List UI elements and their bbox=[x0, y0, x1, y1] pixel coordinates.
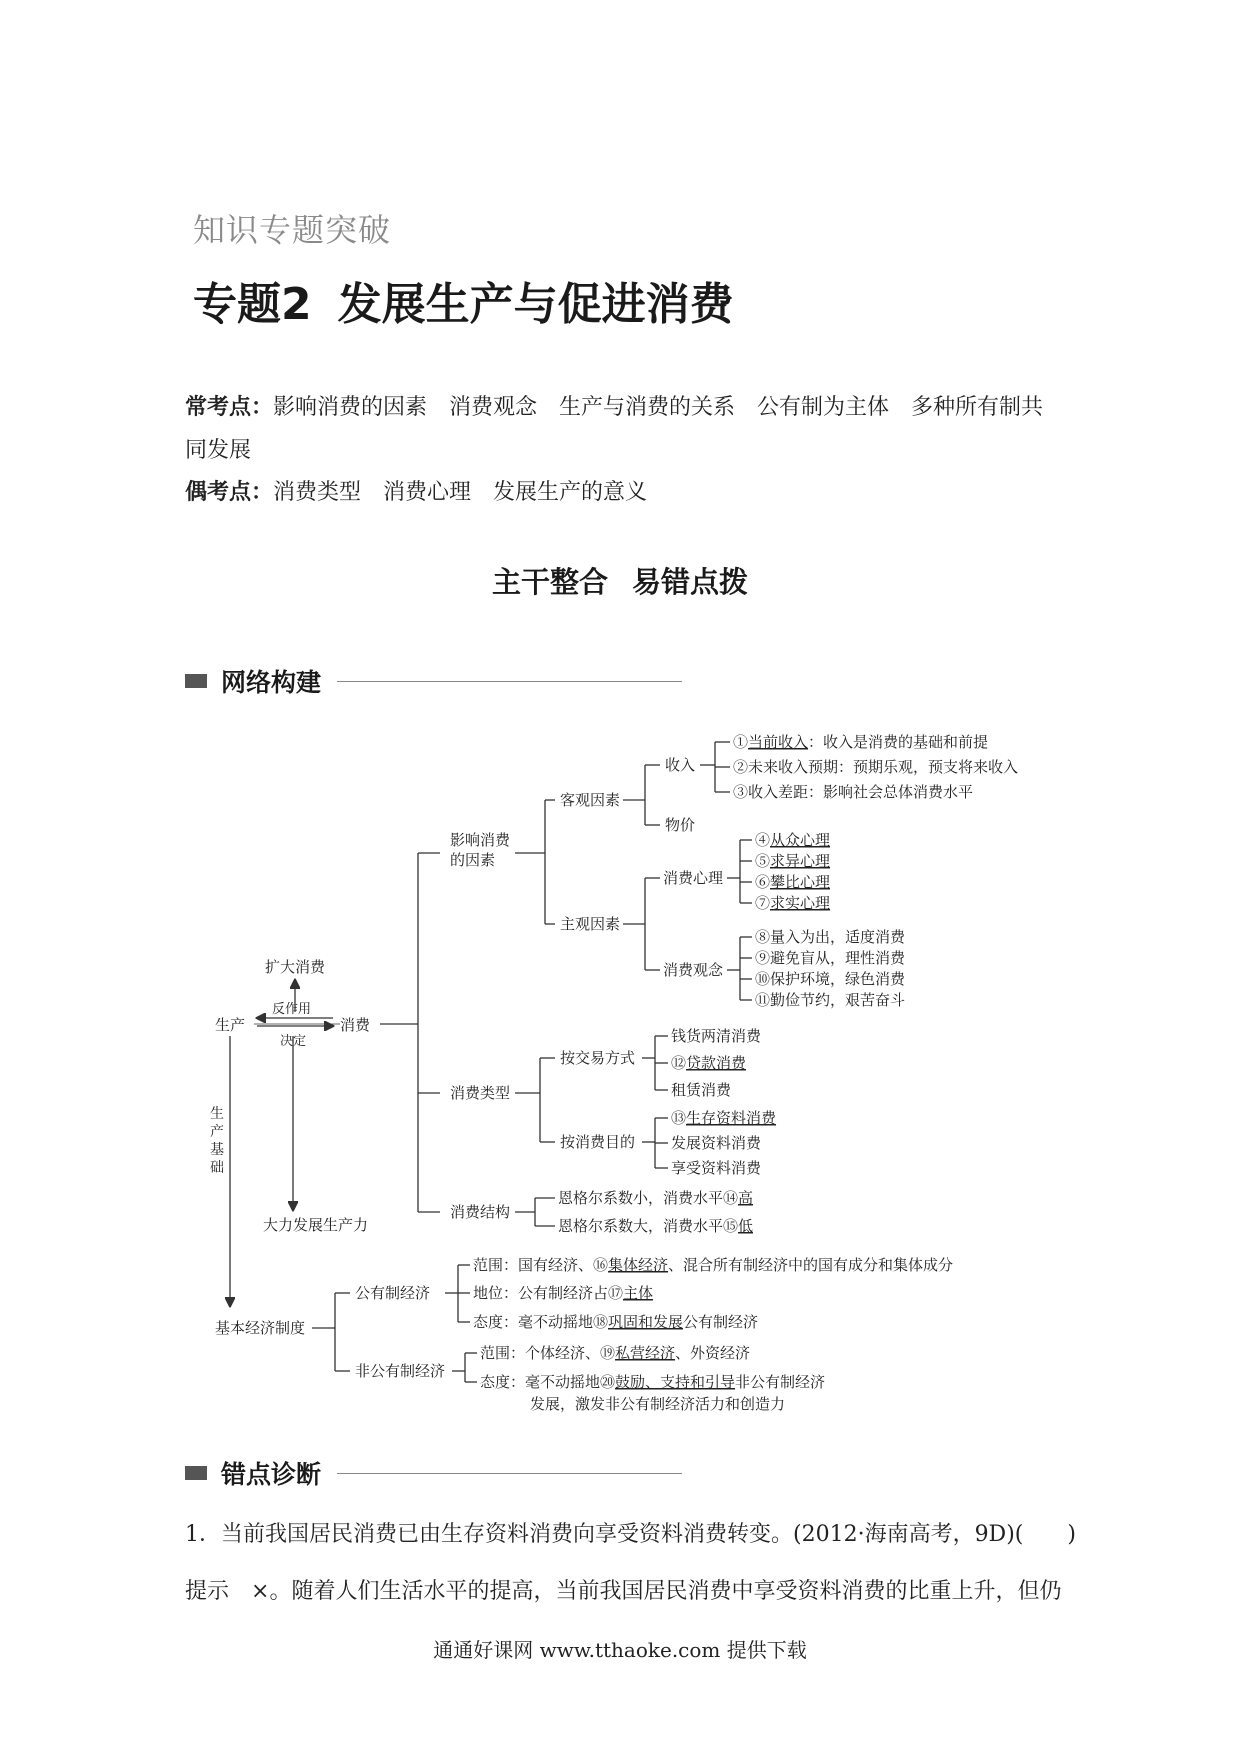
mm-purpose-3: 享受资料消费 bbox=[671, 1159, 762, 1177]
mm-basis-1: 生 bbox=[210, 1106, 224, 1122]
mm-subjective: 主观因素 bbox=[560, 915, 621, 933]
mm-objective: 客观因素 bbox=[560, 791, 621, 809]
mm-concept-10: ⑩保护环境，绿色消费 bbox=[755, 970, 906, 988]
mm-public-scope: 范围：国有经济、⑯集体经济、混合所有制经济中的国有成分和集体成分 bbox=[473, 1256, 954, 1274]
mm-income-2: ②未来收入预期：预期乐观，预支将来收入 bbox=[733, 758, 1019, 776]
mm-basis-4: 础 bbox=[210, 1160, 224, 1176]
mm-by-purpose: 按消费目的 bbox=[560, 1133, 636, 1151]
section-square-icon bbox=[185, 1466, 207, 1480]
mm-psy-4: ④从众心理 bbox=[755, 831, 831, 849]
mm-reaction: 反作用 bbox=[272, 1002, 312, 1017]
mm-trade-3: 租赁消费 bbox=[671, 1081, 732, 1099]
mm-basis-2: 产 bbox=[210, 1124, 224, 1140]
mm-psy-5: ⑤求异心理 bbox=[755, 852, 831, 870]
mm-public-status: 地位：公有制经济占⑰主体 bbox=[473, 1284, 654, 1302]
mm-expand-consumption: 扩大消费 bbox=[265, 958, 326, 976]
mm-income: 收入 bbox=[665, 756, 696, 774]
hint-text: ×。随着人们生活水平的提高，当前我国居民消费中享受资料消费的比重上升，但仍 bbox=[251, 1579, 1062, 1604]
mm-purpose-2: 发展资料消费 bbox=[671, 1134, 762, 1152]
mm-concept-11: ⑪勤俭节约，艰苦奋斗 bbox=[755, 991, 906, 1009]
frequent-text: 影响消费的因素 消费观念 生产与消费的关系 公有制为主体 多种所有制共同发展 bbox=[185, 395, 1044, 463]
mm-psychology: 消费心理 bbox=[663, 869, 724, 887]
subheading-part2: 易错点拨 bbox=[632, 565, 749, 599]
mm-influence-1: 影响消费 bbox=[450, 831, 511, 849]
occasional-text: 消费类型 消费心理 发展生产的意义 bbox=[273, 480, 648, 505]
series-title: 知识专题突破 bbox=[193, 211, 392, 249]
hint bbox=[185, 1574, 1061, 1605]
mm-income-3: ③收入差距：影响社会总体消费水平 bbox=[733, 783, 974, 801]
mm-public: 公有制经济 bbox=[355, 1284, 431, 1302]
mm-nonpublic: 非公有制经济 bbox=[355, 1362, 446, 1380]
mm-concept: 消费观念 bbox=[663, 961, 724, 979]
title-main: 发展生产与促进消费 bbox=[337, 279, 734, 330]
mm-concept-9: ⑨避免盲从，理性消费 bbox=[755, 949, 906, 967]
mm-trade-2: ⑫贷款消费 bbox=[671, 1054, 747, 1072]
section-errors-label: 错点诊断 bbox=[221, 1460, 322, 1489]
hint-label: 提示 bbox=[185, 1579, 230, 1604]
footer: 通通好课网 www.tthaoke.com 提供下载 bbox=[433, 1638, 807, 1662]
subheading-part1: 主干整合 bbox=[491, 565, 608, 599]
section-network-label: 网络构建 bbox=[221, 668, 322, 697]
question-1: 1．当前我国居民消费已由生存资料消费向享受资料消费转变。(2012·海南高考，9D)( ) bbox=[185, 1522, 1076, 1547]
mm-engel-large: 恩格尔系数大，消费水平⑮低 bbox=[558, 1217, 754, 1235]
mm-influence-2: 的因素 bbox=[450, 851, 496, 869]
mm-concept-8: ⑧量入为出，适度消费 bbox=[755, 928, 906, 946]
mm-nonpublic-scope: 范围：个体经济、⑲私营经济、外资经济 bbox=[480, 1344, 751, 1362]
mm-nonpublic-attitude-2: 发展，激发非公有制经济活力和创造力 bbox=[530, 1395, 786, 1413]
mm-consumption: 消费 bbox=[340, 1016, 371, 1034]
occasional-label: 偶考点： bbox=[185, 479, 274, 505]
mm-decides: 决定 bbox=[280, 1034, 307, 1049]
frequent-label: 常考点： bbox=[185, 394, 274, 420]
mm-nonpublic-attitude: 态度：毫不动摇地⑳鼓励、支持和引导非公有制经济 bbox=[480, 1373, 826, 1391]
mm-basic-system: 基本经济制度 bbox=[215, 1319, 306, 1337]
mm-income-1: ①当前收入：收入是消费的基础和前提 bbox=[733, 733, 989, 751]
mm-basis-3: 基 bbox=[210, 1142, 224, 1158]
mm-trade-1: 钱货两清消费 bbox=[671, 1027, 762, 1045]
mm-psy-6: ⑥攀比心理 bbox=[755, 873, 831, 891]
mm-develop-productivity: 大力发展生产力 bbox=[263, 1216, 369, 1234]
mm-engel-small: 恩格尔系数小，消费水平⑭高 bbox=[558, 1189, 754, 1207]
mm-public-attitude: 态度：毫不动摇地⑱巩固和发展公有制经济 bbox=[473, 1313, 759, 1331]
mm-purpose-1: ⑬生存资料消费 bbox=[671, 1109, 777, 1127]
mm-structure: 消费结构 bbox=[450, 1203, 511, 1221]
mm-psy-7: ⑦求实心理 bbox=[755, 894, 831, 912]
mm-production: 生产 bbox=[215, 1016, 246, 1034]
mm-price: 物价 bbox=[665, 816, 696, 834]
section-rule bbox=[337, 1473, 682, 1474]
title-prefix: 专题2 bbox=[193, 279, 312, 330]
mm-types: 消费类型 bbox=[450, 1084, 511, 1102]
mm-by-trade: 按交易方式 bbox=[560, 1049, 636, 1067]
section-errors bbox=[185, 1458, 682, 1488]
